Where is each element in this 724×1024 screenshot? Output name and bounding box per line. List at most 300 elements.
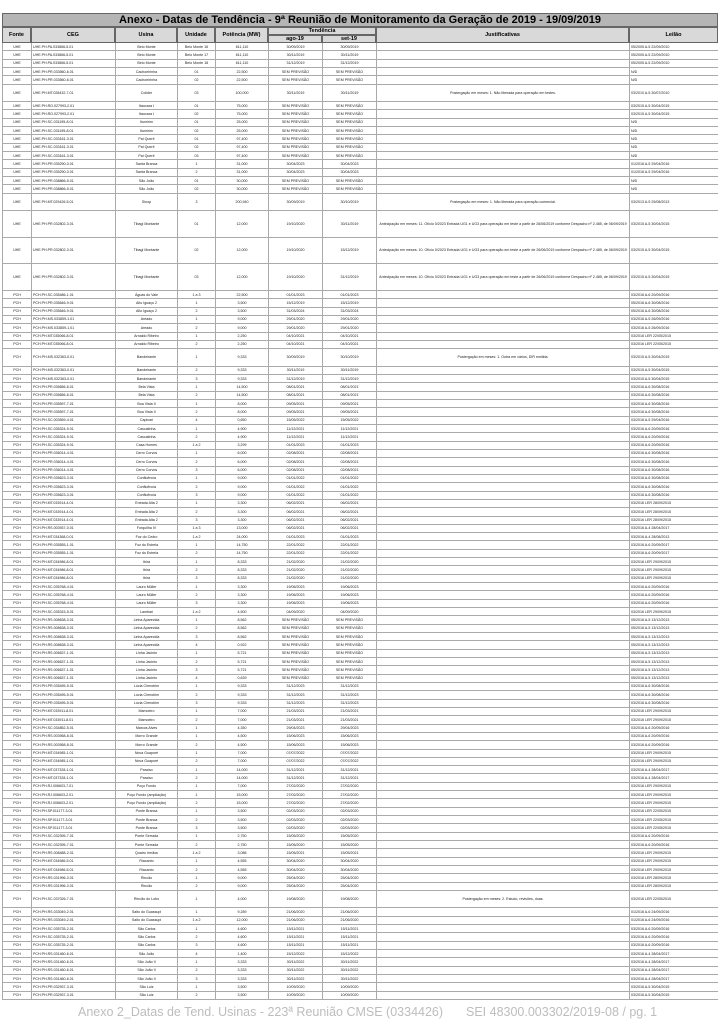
cell-justificativa (376, 550, 629, 557)
cell-justificativa (376, 933, 629, 940)
cell-leilao: 03/2016 LER 29/09/2015 (629, 566, 718, 573)
cell-set: 08/01/2021 (322, 392, 376, 399)
cell-fonte: PCH (2, 933, 31, 940)
cell-set: SEM PREVISÃO (322, 177, 376, 184)
cell-usina: Cachoeirinha (115, 76, 177, 83)
cell-ago: 30/11/2019 (268, 85, 322, 101)
cell-fonte: PCH (2, 891, 31, 907)
cell-leilao: 03/2015 A-5 30/04/2015 (629, 367, 718, 374)
cell-unidade: 1 (177, 683, 215, 690)
cell-leilao: 03/2016 LER 28/09/2015 (629, 517, 718, 524)
cell-set: 21/03/2021 (322, 708, 376, 715)
table-row (2, 849, 718, 857)
cell-ago: 31/12/2019 (268, 60, 322, 67)
cell-leilao: 03/2016 LER 29/09/2015 (629, 708, 718, 715)
cell-justificativa (376, 983, 629, 990)
cell-fonte: PCH (2, 816, 31, 823)
cell-usina: Itumirim (115, 127, 177, 134)
cell-unidade: 1 (177, 425, 215, 432)
table-row (2, 808, 718, 816)
cell-potencia: 9,333 (215, 349, 268, 365)
cell-unidade: 1 (177, 791, 215, 798)
cell-potencia: 3,500 (215, 808, 268, 815)
cell-set: SEM PREVISÃO (322, 102, 376, 109)
cell-unidade: 02 (177, 127, 215, 134)
cell-leilao: 05/2016 A-5 13/12/2013 (629, 641, 718, 648)
cell-fonte: PCH (2, 841, 31, 848)
cell-justificativa (376, 917, 629, 924)
table-row (2, 508, 718, 516)
cell-leilao: 03/2010 A-5 30/07/2010 (629, 85, 718, 101)
cell-unidade: 01 (177, 119, 215, 126)
cell-usina: Cerro Corvos (115, 458, 177, 465)
cell-ago: 15/11/2021 (268, 933, 322, 940)
cell-unidade: 1 (177, 858, 215, 865)
cell-set: 30/11/2019 (322, 211, 376, 237)
cell-potencia: 97,400 (215, 152, 268, 159)
table-row (2, 110, 718, 118)
cell-leilao: 03/2016 A-4 28/04/2017 (629, 958, 718, 965)
cell-unidade: 1 (177, 766, 215, 773)
cell-fonte: PCH (2, 417, 31, 424)
table-row (2, 591, 718, 599)
cell-potencia: 100,000 (215, 85, 268, 101)
cell-fonte: PCH (2, 700, 31, 707)
cell-ago: 31/03/2024 (268, 308, 322, 315)
cell-leilao: 01/2016 A-6 24/09/2016 (629, 917, 718, 924)
table-row (2, 68, 718, 76)
cell-ago: SEM PREVISÃO (268, 650, 322, 657)
cell-ceg: PCH.PH.RS.033049-2.01 (31, 917, 115, 924)
table-row (2, 500, 718, 508)
cell-set: 30/10/2019 (322, 349, 376, 365)
cell-potencia: 611,110 (215, 60, 268, 67)
cell-usina: Poço Fundo (ampliação) (115, 799, 177, 806)
cell-fonte: PCH (2, 392, 31, 399)
cell-set: 30/04/2020 (322, 858, 376, 865)
table-row (2, 450, 718, 458)
table-row (2, 708, 718, 716)
cell-usina: Capivari (115, 417, 177, 424)
cell-ago: 21/02/2020 (268, 575, 322, 582)
table-row (2, 558, 718, 566)
cell-unidade: 1 (177, 500, 215, 507)
cell-fonte: PCH (2, 625, 31, 632)
table-row (2, 442, 718, 450)
cell-potencia: 31,000 (215, 169, 268, 176)
cell-leilao: 03/2016 LER 28/09/2015 (629, 874, 718, 881)
cell-ago: SEM PREVISÃO (268, 658, 322, 665)
cell-leilao: 03/2016 LER 29/09/2015 (629, 799, 718, 806)
header-ceg: CEG (31, 27, 115, 43)
cell-leilao: 03/2016 A-6 30/08/2016 (629, 483, 718, 490)
cell-justificativa (376, 324, 629, 331)
cell-fonte: PCH (2, 992, 31, 999)
cell-ago: 25/04/2020 (268, 874, 322, 881)
cell-ceg: PCH.PH.PR.035623-3.01 (31, 483, 115, 490)
cell-ceg: PCH.PH.SC.035768-4.01 (31, 583, 115, 590)
cell-justificativa (376, 467, 629, 474)
cell-ceg: PCH.PH.SP.011177-3.01 (31, 824, 115, 831)
cell-fonte: UHE (2, 194, 31, 210)
cell-unidade: 3 (177, 666, 215, 673)
cell-ago: 15/11/2021 (268, 942, 322, 949)
cell-set: SEM PREVISÃO (322, 641, 376, 648)
cell-set: 02/08/2021 (322, 450, 376, 457)
cell-set: 22/01/2022 (322, 541, 376, 548)
cell-ceg: UHE.PH.PR.035290-0.01 (31, 169, 115, 176)
cell-fonte: PCH (2, 942, 31, 949)
cell-justificativa (376, 400, 629, 407)
cell-justificativa (376, 533, 629, 540)
cell-unidade: 01 (177, 135, 215, 142)
table-row (2, 992, 718, 1000)
cell-leilao: 05/2016 A-5 13/12/2013 (629, 625, 718, 632)
cell-ago: 31/12/2021 (268, 774, 322, 781)
cell-leilao: 03/2016 A-6 30/08/2016 (629, 683, 718, 690)
cell-unidade: 2 (177, 866, 215, 873)
cell-fonte: PCH (2, 324, 31, 331)
cell-potencia: 0,639 (215, 675, 268, 682)
cell-leilao: 03/2016 LER 29/09/2015 (629, 608, 718, 615)
cell-leilao: 03/2016 LER 29/09/2015 (629, 791, 718, 798)
cell-ceg: PCH.PH.MT.034986-5.01 (31, 866, 115, 873)
cell-usina: Lúcia Cherobim (115, 683, 177, 690)
cell-fonte: PCH (2, 783, 31, 790)
table-row (2, 392, 718, 400)
cell-unidade: 2 (177, 967, 215, 974)
cell-usina: São João II (115, 958, 177, 965)
cell-leilao: 05/2016 A-5 13/12/2013 (629, 633, 718, 640)
page-title: Anexo - Datas de Tendência - 9ª Reunião de Monitoramento da Geração de 2019 - 19/09/2019 (2, 13, 718, 27)
cell-ago: 27/02/2020 (268, 791, 322, 798)
cell-fonte: UHE (2, 43, 31, 50)
cell-set: 02/03/2020 (322, 808, 376, 815)
cell-justificativa (376, 541, 629, 548)
cell-fonte: UHE (2, 152, 31, 159)
cell-set: 19/08/2020 (322, 891, 376, 907)
cell-ago: 27/02/2020 (268, 783, 322, 790)
cell-fonte: PCH (2, 533, 31, 540)
cell-unidade: 03 (177, 152, 215, 159)
table-row (2, 824, 718, 832)
cell-unidade: 1 (177, 908, 215, 915)
cell-usina: Linha Aparecida (115, 633, 177, 640)
table-row (2, 816, 718, 824)
cell-ago: 30/04/2020 (268, 866, 322, 873)
cell-set: 15/12/2022 (322, 950, 376, 957)
cell-fonte: UHE (2, 102, 31, 109)
cell-ago: SEM PREVISÃO (268, 152, 322, 159)
cell-potencia: 8,562 (215, 625, 268, 632)
cell-ceg: PCH.PH.RS.031460-6.01 (31, 967, 115, 974)
cell-potencia: 9,333 (215, 683, 268, 690)
table-row (2, 866, 718, 874)
cell-leilao: 05/2005 A-5 22/09/2010 (629, 43, 718, 50)
cell-leilao: 03/2016 A-6 20/09/2016 (629, 583, 718, 590)
cell-ceg: PCH.PH.RS.031996-3.01 (31, 883, 115, 890)
cell-potencia: 3,333 (215, 975, 268, 982)
cell-unidade: 1 a 3 (177, 525, 215, 532)
cell-leilao: N/D (629, 135, 718, 142)
cell-leilao: 03/2016 A-6 20/09/2016 (629, 442, 718, 449)
cell-leilao: 03/2016 A-5 30/04/2015 (629, 992, 718, 999)
cell-ceg: PCH.PH.PR.035656-6.01 (31, 392, 115, 399)
cell-potencia: 4,600 (215, 942, 268, 949)
cell-ceg: PCH.PH.SC.035735-2.01 (31, 925, 115, 932)
cell-ago: 15/06/2023 (268, 733, 322, 740)
cell-potencia: 200,940 (215, 194, 268, 210)
cell-fonte: PCH (2, 925, 31, 932)
cell-potencia: 3,500 (215, 299, 268, 306)
cell-ceg: PCH.PH.RS.031460-6.01 (31, 950, 115, 957)
table-row (2, 169, 718, 177)
cell-set: 30/04/2020 (322, 866, 376, 873)
cell-potencia: 15,000 (215, 791, 268, 798)
cell-unidade: 1 (177, 733, 215, 740)
cell-justificativa (376, 716, 629, 723)
cell-ago: 22/01/2022 (268, 550, 322, 557)
cell-set: 29/01/2020 (322, 324, 376, 331)
cell-usina: Casa Homes (115, 442, 177, 449)
cell-usina: Morro Grande (115, 733, 177, 740)
cell-fonte: PCH (2, 341, 31, 348)
cell-justificativa (376, 833, 629, 840)
cell-set: 21/06/2020 (322, 917, 376, 924)
cell-justificativa (376, 60, 629, 67)
cell-potencia: 8,562 (215, 616, 268, 623)
cell-ceg: PCH.PH.MT.034985-1.01 (31, 750, 115, 757)
table-row (2, 958, 718, 966)
cell-justificativa (376, 525, 629, 532)
cell-set: 01/01/2022 (322, 475, 376, 482)
table-row (2, 700, 718, 708)
cell-leilao: 03/2016 A-6 30/08/2016 (629, 700, 718, 707)
cell-ago: 21/06/2020 (268, 917, 322, 924)
cell-ago: SEM PREVISÃO (268, 119, 322, 126)
cell-leilao: 03/2016 A-4 28/08/2013 (629, 533, 718, 540)
cell-justificativa (376, 492, 629, 499)
table-row (2, 975, 718, 983)
cell-usina: Bela Vista (115, 383, 177, 390)
cell-justificativa: Postergação em meses: 2. Estudo, revisões, duas. (376, 891, 629, 907)
cell-usina: Santa Branca (115, 169, 177, 176)
cell-justificativa (376, 625, 629, 632)
cell-set: 04/10/2021 (322, 333, 376, 340)
cell-potencia: 13,000 (215, 525, 268, 532)
table-row (2, 550, 718, 558)
cell-ago: 25/04/2020 (268, 883, 322, 890)
cell-usina: Foz do Estrela (115, 550, 177, 557)
table-row (2, 341, 718, 349)
cell-leilao: 03/2016 A-6 20/09/2016 (629, 841, 718, 848)
cell-set: 01/01/2023 (322, 291, 376, 298)
cell-unidade: 3 (177, 467, 215, 474)
cell-potencia: 4,500 (215, 733, 268, 740)
table-row (2, 933, 718, 941)
table-row (2, 85, 718, 102)
cell-justificativa (376, 517, 629, 524)
cell-justificativa (376, 144, 629, 151)
cell-usina: São João (115, 185, 177, 192)
cell-ceg: PCH.PH.RS.003958-8.01 (31, 733, 115, 740)
cell-ceg: PCH.PH.PR.036014-4.01 (31, 458, 115, 465)
cell-ceg: PCH.PH.RS.008488-2.01 (31, 849, 115, 856)
cell-fonte: PCH (2, 558, 31, 565)
cell-ceg: PCH.PH.PR.035495-5.01 (31, 683, 115, 690)
cell-potencia: 8,333 (215, 558, 268, 565)
cell-justificativa (376, 700, 629, 707)
cell-ceg: PCH.PH.MT.033914-4.01 (31, 517, 115, 524)
cell-ago: SEM PREVISÃO (268, 127, 322, 134)
cell-usina: Lauro Müller (115, 583, 177, 590)
cell-unidade: 2 (177, 992, 215, 999)
table-row (2, 608, 718, 616)
cell-unidade: 3 (177, 600, 215, 607)
cell-justificativa (376, 450, 629, 457)
cell-unidade: 3 (177, 633, 215, 640)
cell-fonte: PCH (2, 616, 31, 623)
table-row (2, 102, 718, 110)
table-row (2, 194, 718, 211)
cell-potencia: 12,000 (215, 917, 268, 924)
cell-usina: Nova Guaporé (115, 758, 177, 765)
cell-fonte: PCH (2, 425, 31, 432)
table-row (2, 51, 718, 59)
cell-fonte: PCH (2, 858, 31, 865)
cell-potencia: 9,333 (215, 367, 268, 374)
cell-potencia: 22,500 (215, 68, 268, 75)
cell-justificativa (376, 866, 629, 873)
cell-potencia: 0,922 (215, 641, 268, 648)
cell-potencia: 9,000 (215, 874, 268, 881)
table-row (2, 211, 718, 238)
cell-ago: 09/05/2021 (268, 400, 322, 407)
cell-potencia: 3,500 (215, 824, 268, 831)
cell-fonte: PCH (2, 541, 31, 548)
table-row (2, 950, 718, 958)
cell-ceg: UHE.PH.SC.033161-3.01 (31, 152, 115, 159)
cell-potencia: 14,000 (215, 774, 268, 781)
cell-potencia: 3,500 (215, 308, 268, 315)
cell-usina: Pai Querê (115, 144, 177, 151)
cell-fonte: PCH (2, 849, 31, 856)
cell-ceg: PCH.PH.RS.006637-1.01 (31, 650, 115, 657)
cell-leilao: N/D (629, 152, 718, 159)
cell-usina: São Luiz (115, 992, 177, 999)
cell-justificativa (376, 119, 629, 126)
cell-potencia: 9,000 (215, 492, 268, 499)
cell-ago: 01/01/2022 (268, 475, 322, 482)
cell-usina: Itaocara I (115, 102, 177, 109)
cell-set: 30/11/2022 (322, 967, 376, 974)
cell-unidade: 2 (177, 341, 215, 348)
cell-unidade: Belo Monte 16 (177, 43, 215, 50)
table-row (2, 541, 718, 549)
cell-justificativa: Antecipação em meses: 11. Ofício 0/2023 Entrada UG1 e UG3 para operação em teste a partir de 26/06/2019 conforme Despacho nº 2.485, de 06/09/2019 (376, 211, 629, 237)
cell-leilao: 03/2016 LER 29/09/2015 (629, 750, 718, 757)
cell-ceg: PCH.PH.RS.033049-2.01 (31, 908, 115, 915)
cell-justificativa (376, 177, 629, 184)
cell-leilao: 03/2016 A-6 20/09/2016 (629, 741, 718, 748)
cell-leilao: 03/2016 A-4 28/04/2017 (629, 525, 718, 532)
cell-unidade: Belo Monte 18 (177, 60, 215, 67)
cell-usina: Areado (115, 316, 177, 323)
cell-justificativa (376, 975, 629, 982)
cell-set: 31/12/2019 (322, 375, 376, 382)
cell-ceg: PCH.PH.RS.031460-6.01 (31, 958, 115, 965)
cell-fonte: UHE (2, 85, 31, 101)
cell-justificativa (376, 383, 629, 390)
cell-ago: 04/10/2021 (268, 341, 322, 348)
table-row (2, 691, 718, 699)
cell-justificativa (376, 616, 629, 623)
cell-leilao: 03/2016 LER 29/09/2015 (629, 849, 718, 856)
cell-ago: 15/05/2020 (268, 841, 322, 848)
cell-set: 15/05/2021 (322, 849, 376, 856)
cell-usina: Forquilha IV (115, 525, 177, 532)
cell-leilao: 03/2016 A-6 20/09/2016 (629, 725, 718, 732)
cell-set: 07/07/2022 (322, 750, 376, 757)
cell-leilao: N/D (629, 76, 718, 83)
cell-fonte: PCH (2, 400, 31, 407)
cell-potencia: 4,555 (215, 866, 268, 873)
cell-unidade: 3 (177, 375, 215, 382)
cell-justificativa (376, 675, 629, 682)
cell-justificativa (376, 666, 629, 673)
cell-set: 08/01/2021 (322, 383, 376, 390)
cell-potencia: 5,721 (215, 666, 268, 673)
cell-potencia: 3,300 (215, 500, 268, 507)
cell-ceg: PCH.PH.SC.035486-1.01 (31, 291, 115, 298)
cell-ago: 22/01/2022 (268, 541, 322, 548)
cell-leilao: 03/2016 A-6 30/08/2016 (629, 400, 718, 407)
cell-ceg: UHE.PH.PR.038866-5.01 (31, 177, 115, 184)
cell-set: 31/12/2023 (322, 683, 376, 690)
cell-ago: 31/12/2021 (268, 766, 322, 773)
cell-unidade: 3 (177, 700, 215, 707)
cell-potencia: 6,000 (215, 450, 268, 457)
cell-set: 06/02/2021 (322, 508, 376, 515)
cell-fonte: PCH (2, 650, 31, 657)
cell-leilao: 03/2015 A-5 30/04/2015 (629, 264, 718, 290)
cell-usina: Lauro Müller (115, 591, 177, 598)
cell-usina: Foz do Cedro (115, 533, 177, 540)
cell-justificativa (376, 500, 629, 507)
table-row (2, 152, 718, 160)
cell-set: SEM PREVISÃO (322, 650, 376, 657)
table-row (2, 575, 718, 583)
cell-unidade: 1 a 2 (177, 849, 215, 856)
cell-leilao: 03/2016 LER 22/05/2015 (629, 816, 718, 823)
cell-potencia: 3,333 (215, 967, 268, 974)
cell-usina: São João (115, 177, 177, 184)
cell-usina: Ibirá (115, 575, 177, 582)
cell-unidade: 2 (177, 774, 215, 781)
cell-fonte: PCH (2, 708, 31, 715)
cell-leilao: 03/2016 LER 22/05/2015 (629, 341, 718, 348)
cell-fonte: PCH (2, 483, 31, 490)
table-row (2, 291, 718, 299)
cell-fonte: UHE (2, 238, 31, 264)
cell-unidade: 01 (177, 177, 215, 184)
cell-ago: 15/12/2022 (268, 950, 322, 957)
cell-set: 27/02/2020 (322, 799, 376, 806)
table-row (2, 144, 718, 152)
table-row (2, 799, 718, 807)
cell-unidade: 01 (177, 211, 215, 237)
table-row (2, 741, 718, 749)
